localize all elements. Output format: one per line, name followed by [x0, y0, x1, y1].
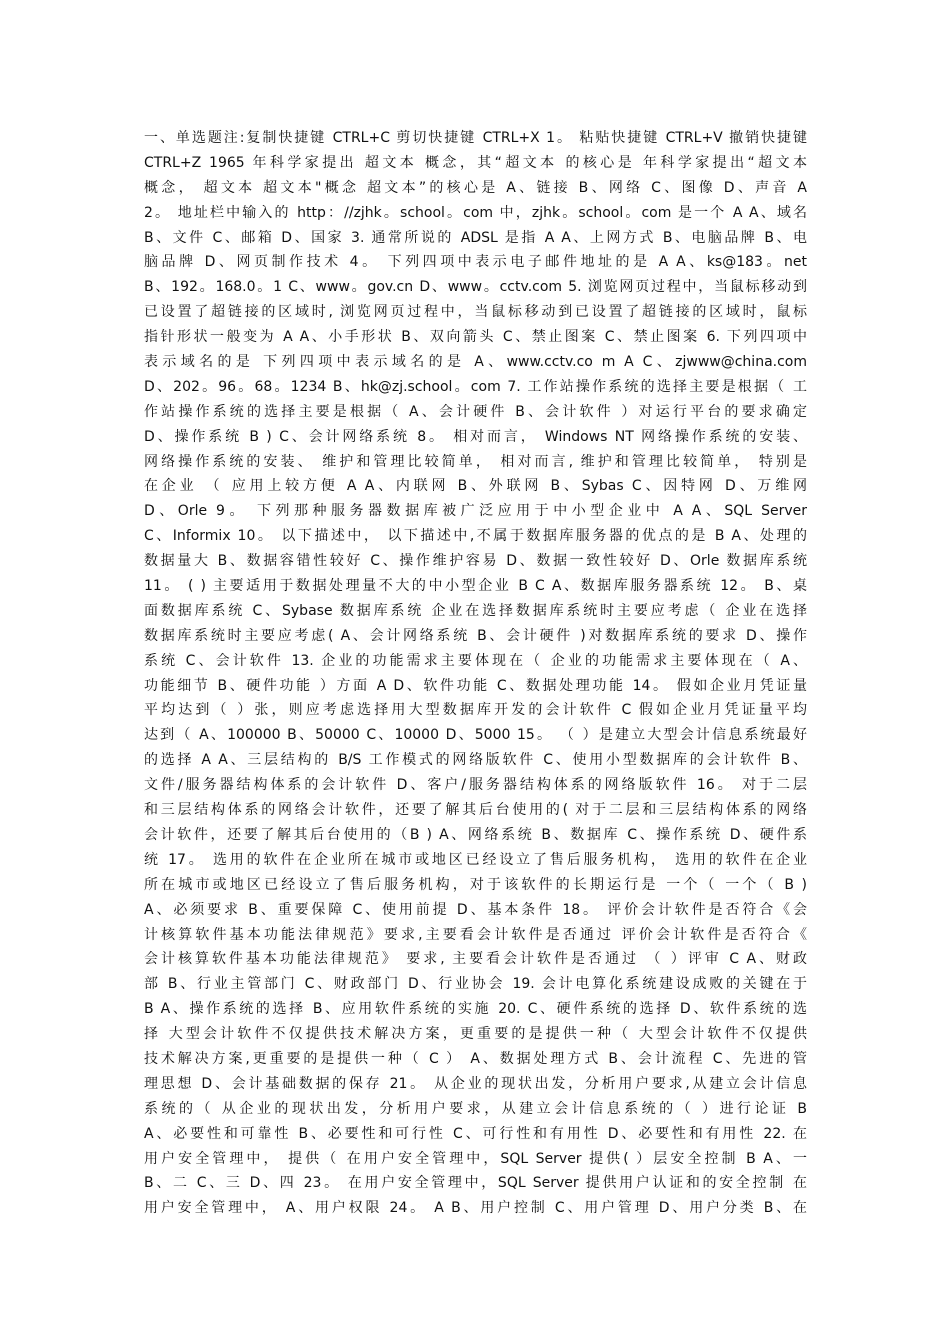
text-line: 技术解决方案,更重要的是提供一种（ C ） A、数据处理方式 B、会计流程 C、先进的管: [144, 1050, 807, 1067]
text-line: 一、单选题注:复制快捷键 CTRL+C 剪切快捷键 CTRL+X 1。 粘贴快捷键 CTRL+V 撤销快捷键: [144, 130, 807, 146]
text-line: 计核算软件基本功能法律规范》要求,主要看会计软件是否通过 评价会计软件是否符合《: [144, 926, 807, 943]
text-line: 用户安全管理中， 提供（ 在用户安全管理中，SQL Server 提供( ）层安全控制 B A、一: [144, 1150, 807, 1167]
text-line: 的选择 A A、三层结构的 B/S 工作模式的网络版软件 C、使用小型数据库的会计软件 B、: [144, 752, 807, 769]
text-line: 指针形状一般变为 A A、小手形状 B、双向箭头 C、禁止图案 C、禁止图案 6. 下列四项中: [144, 329, 807, 346]
text-line: 作站操作系统的选择主要是根据（ A、会计硬件 B、会计软件 ）对运行平台的要求确定: [144, 403, 807, 420]
text-line: 数据量大 B、数据容错性较好 C、操作维护容易 D、数据一致性较好 D、Orle 数据库系统: [144, 553, 807, 570]
text-line: B A、操作系统的选择 B、应用软件系统的实施 20. C、硬件系统的选择 D、软件系统的选: [144, 1001, 807, 1018]
text-line: 文件/服务器结构体系的会计软件 D、客户/服务器结构体系的网络版软件 16。 对于二层: [144, 777, 807, 794]
text-line: C、Informix 10。 以下描述中， 以下描述中,不属于数据库服务器的优点的是 B A、处理的: [144, 528, 807, 545]
text-line: 11。 ( ) 主要适用于数据处理量不大的中小型企业 B C A、数据库服务器系统 12。 B、桌: [144, 578, 807, 595]
text-line: 平均达到（ ）张，则应考虑选择用大型数据库开发的会计软件 C 假如企业月凭证量平均: [144, 702, 807, 719]
document-body: [144, 126, 807, 1221]
text-line: 部 B、行业主管部门 C、财政部门 D、行业协会 19. 会计电算化系统建设成败的关键在于: [144, 976, 807, 993]
text-line: 功能细节 B、硬件功能 ）方面 A D、软件功能 C、数据处理功能 14。 假如企业月凭证量: [144, 677, 807, 694]
text-line: B、二 C、三 D、四 23。 在用户安全管理中，SQL Server 提供用户认证和的安全控制 在: [144, 1175, 807, 1192]
text-line: 在企业 （ 应用上较方便 A A、内联网 B、外联网 B、Sybas C、因特网 D、万维网: [144, 478, 807, 495]
text-line: 达到（ A、100000 B、50000 C、10000 D、5000 15。 （ ）是建立大型会计信息系统最好: [144, 727, 807, 744]
text-line: 已设置了超链接的区域时, 浏览网页过程中，当鼠标移动到已设置了超链接的区域时，鼠标: [144, 304, 807, 321]
text-line: D、Orle 9。 下列那种服务器数据库被广泛应用于中小型企业中 A A、SQL Server: [144, 503, 807, 520]
text-line: D、操作系统 B ) C、会计网络系统 8。 相对而言， Windows NT 网络操作系统的安装、: [144, 428, 807, 445]
text-line: 系统 C、会计软件 13. 企业的功能需求主要体现在（ 企业的功能需求主要体现在（ A、: [144, 652, 807, 669]
text-line: 所在城市或地区已经设立了售后服务机构，对于该软件的长期运行是 一个（ 一个（ B ): [144, 876, 807, 893]
text-line: 理思想 D、会计基础数据的保存 21。 从企业的现状出发，分析用户要求,从建立会计信息: [144, 1075, 807, 1092]
text-line: CTRL+Z 1965 年科学家提出 超文本 概念，其“超文本 的核心是 年科学家提出“超文本: [144, 154, 807, 171]
text-line: 数据库系统时主要应考虑( A、会计网络系统 B、会计硬件 )对数据库系统的要求 D、操作: [144, 627, 807, 644]
text-line: 会计核算软件基本功能法律规范》 要求, 主要看会计软件是否通过 （ ）评审 C A、财政: [144, 951, 807, 968]
text-line: 网络操作系统的安装、 维护和管理比较简单， 相对而言, 维护和管理比较简单， 特别是: [144, 453, 807, 470]
text-line: A、必要性和可靠性 B、必要性和可行性 C、可行性和有用性 D、必要性和有用性 22. 在: [144, 1125, 807, 1142]
text-line: D、202。96。68。1234 B、hk@zj.school。com 7. 工作站操作系统的选择主要是根据（ 工: [144, 378, 807, 395]
text-line: 和三层结构体系的网络会计软件，还要了解其后台使用的( 对于二层和三层结构体系的网络: [144, 802, 807, 819]
text-line: 统 17。 选用的软件在企业所在城市或地区已经设立了售后服务机构， 选用的软件在企业: [144, 851, 807, 868]
text-line: 脑品牌 D、网页制作技术 4。 下列四项中表示电子邮件地址的是 A A、ks@183。net: [144, 254, 807, 271]
text-line: 会计软件，还要了解其后台使用的（B ) A、网络系统 B、数据库 C、操作系统 D、硬件系: [144, 826, 807, 843]
text-line: A、必须要求 B、重要保障 C、使用前提 D、基本条件 18。 评价会计软件是否符合《会: [144, 901, 807, 918]
text-line: 面数据库系统 C、Sybase 数据库系统 企业在选择数据库系统时主要应考虑（ 企业在选择: [144, 602, 807, 619]
text-line: B、192。168.0。1 C、www。gov.cn D、www。cctv.com 5. 浏览网页过程中，当鼠标移动到: [144, 279, 807, 296]
text-line: 择 大型会计软件不仅提供技术解决方案，更重要的是提供一种（ 大型会计软件不仅提供: [144, 1026, 807, 1043]
text-line: B、文件 C、邮箱 D、国家 3. 通常所说的 ADSL 是指 A A、上网方式 B、电脑品牌 B、电: [144, 229, 807, 246]
text-line: 概念， 超文本 超文本"概念 超文本”的核心是 A、链接 B、网络 C、图像 D、声音 A: [144, 179, 807, 196]
text-line: 表示域名的是 下列四项中表示域名的是 A、www.cctv.co m A C、zjwww@china.com: [144, 354, 807, 371]
text-line: 系统的（ 从企业的现状出发，分析用户要求，从建立会计信息系统的（ ）进行论证 B: [144, 1100, 807, 1117]
text-line: 2。 地址栏中输入的 http：//zjhk。school。com 中，zjhk。school。com 是一个 A A、域名: [144, 204, 807, 221]
text-line: 用户安全管理中， A、用户权限 24。 A B、用户控制 C、用户管理 D、用户分类 B、在: [144, 1200, 807, 1217]
